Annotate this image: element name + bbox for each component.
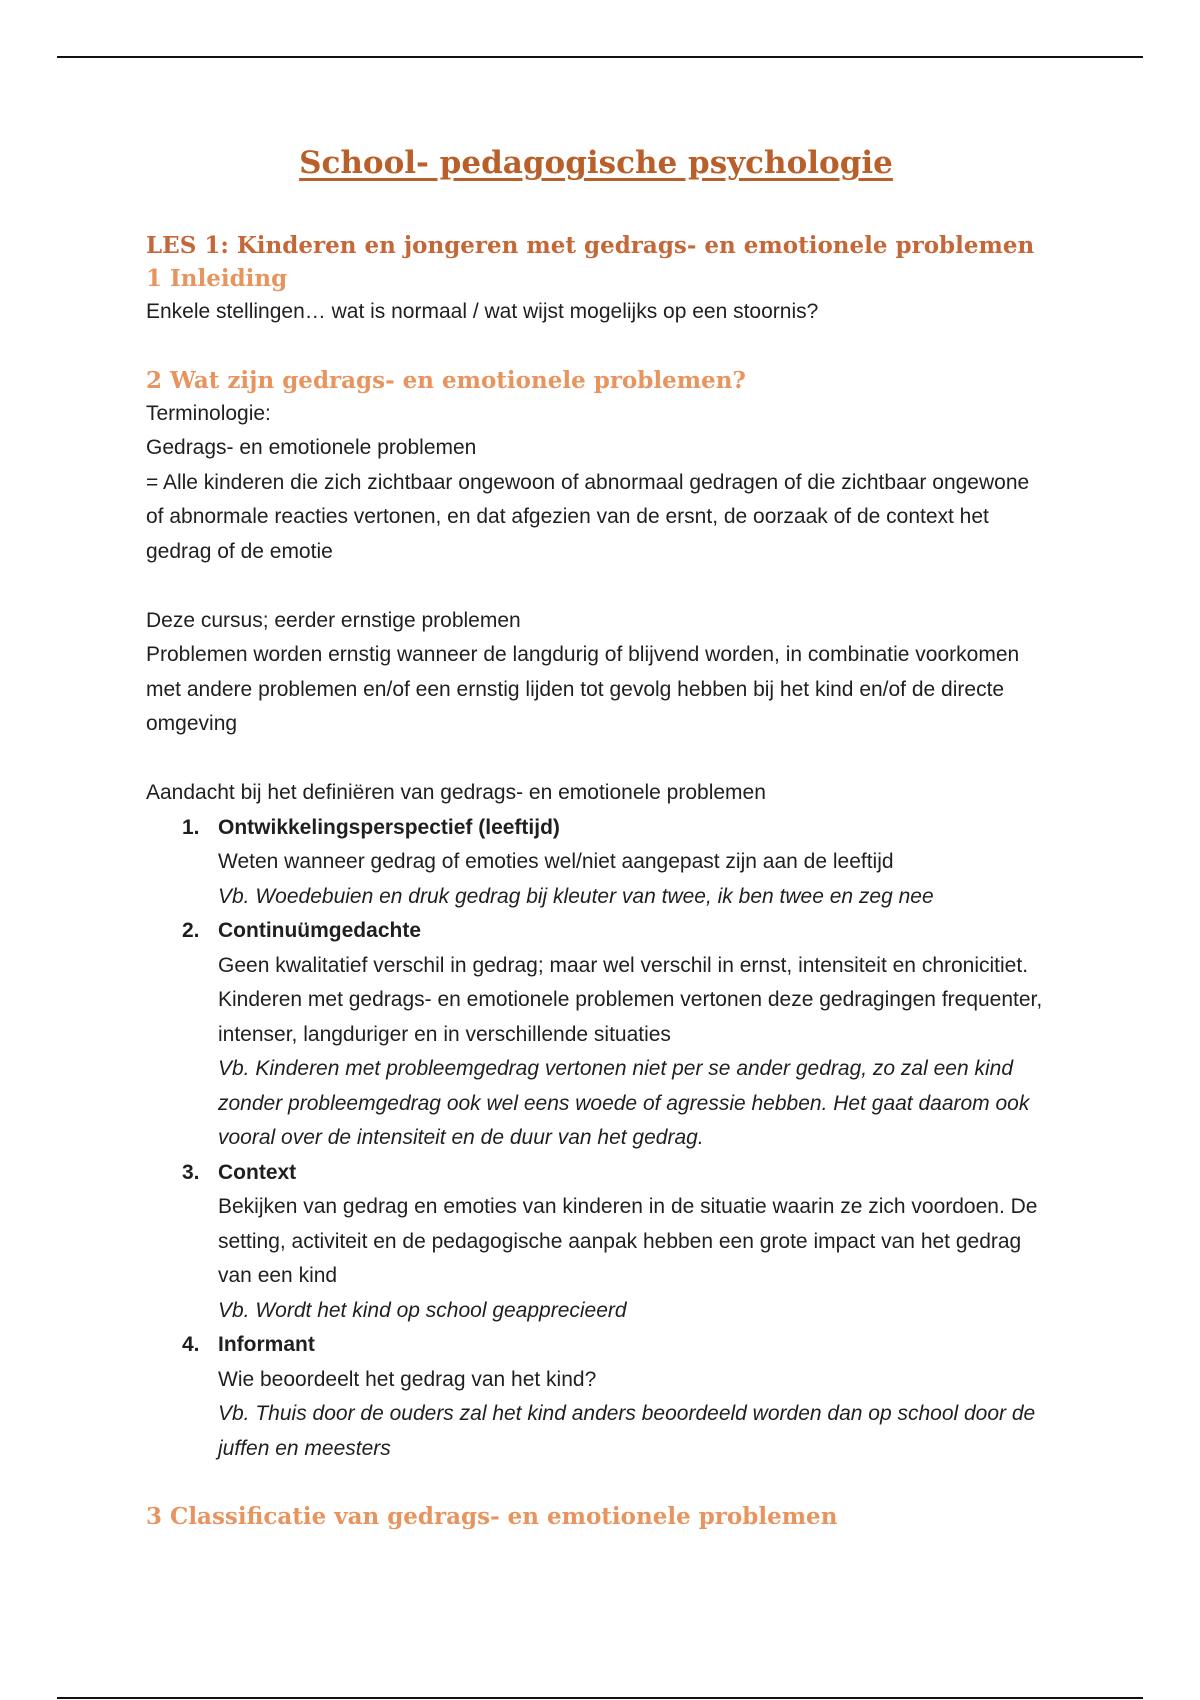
bottom-rule [57,1697,1143,1699]
list-number: 3. [182,1160,200,1184]
section-2-heading: 2 Wat zijn gedrags- en emotionele problemen? [146,366,746,394]
serious-text: Problemen worden ernstig wanneer de langdurig of blijvend worden, in combinatie voorkomen met andere problemen en/of een ernstig lijden tot gevolg hebben bij het kind en/of de directe omgeving [146,643,1020,735]
list-item-title: Ontwikkelingsperspectief (leeftijd) [218,815,560,839]
list-item-title: Continuümgedachte [218,919,421,942]
list-number: 2. [182,919,200,942]
list-item-title: Informant [218,1333,315,1356]
definition: = Alle kinderen die zich zichtbaar ongewoon of abnormaal gedragen of die zichtbaar ongewone of abnormale reacties vertonen, en dat afgezien van de ersnt, de oorzaak of de context het gedrag of de emotie [146,470,1030,563]
list-item [182,1156,1046,1329]
section-1-text: Enkele stellingen… wat is normaal / wat wijst mogelijks op een stoornis? [146,300,819,323]
list-number: 1. [182,815,200,839]
list-item [182,1328,1046,1466]
criteria-list [146,811,1046,1467]
document-title: School- pedagogische psychologie [299,145,893,181]
list-item-text: Bekijken van gedrag en emoties van kinderen in de situatie waarin ze zich voordoen. De setting, activiteit en de pedagogische aanpak hebben een grote impact van het gedrag van een kind [218,1195,1038,1287]
list-item-text: Geen kwalitatief verschil in gedrag; maar wel verschil in ernst, intensiteit en chronicitiet. Kinderen met gedrags- en emotionele problemen vertonen deze gedragingen frequenter, intenser, langduriger en in verschillende situaties [218,953,1043,1046]
list-item-example: Vb. Thuis door de ouders zal het kind anders beoordeeld worden dan op school door de juffen en meesters [218,1402,1036,1460]
section-1-heading: 1 Inleiding [146,265,288,292]
list-item-example: Vb. Woedebuien en druk gedrag bij kleuter van twee, ik ben twee en zeg nee [218,884,934,908]
attention-intro: Aandacht bij het definiëren van gedrags- en emotionele problemen [146,781,766,804]
list-item-example: Vb. Wordt het kind op school geapprecieerd [218,1298,627,1322]
spacer [146,742,1046,777]
lesson-heading: LES 1: Kinderen en jongeren met gedrags- en emotionele problemen [146,232,1035,259]
course-note: Deze cursus; eerder ernstige problemen [146,608,521,632]
terminology-label: Terminologie: [146,401,271,425]
list-item [182,914,1046,1156]
term: Gedrags- en emotionele problemen [146,436,477,459]
list-number: 4. [182,1333,200,1356]
list-item [182,811,1046,915]
list-item-text: Wie beoordeelt het gedrag van het kind? [218,1367,597,1391]
top-rule [57,56,1143,58]
list-item-title: Context [218,1160,297,1184]
section-3-heading: 3 Classificatie van gedrags- en emotionele problemen [146,1503,838,1530]
list-item-example: Vb. Kinderen met probleemgedrag vertonen niet per se ander gedrag, zo zal een kind zonder probleemgedrag ook wel eens woede of agressie hebben. Het gaat daarom ook vooral over de intensiteit en de duur van het gedrag. [218,1057,1030,1149]
spacer [146,569,1046,604]
document-page [146,142,1046,1533]
list-item-text: Weten wanneer gedrag of emoties wel/niet aangepast zijn aan de leeftijd [218,850,894,873]
